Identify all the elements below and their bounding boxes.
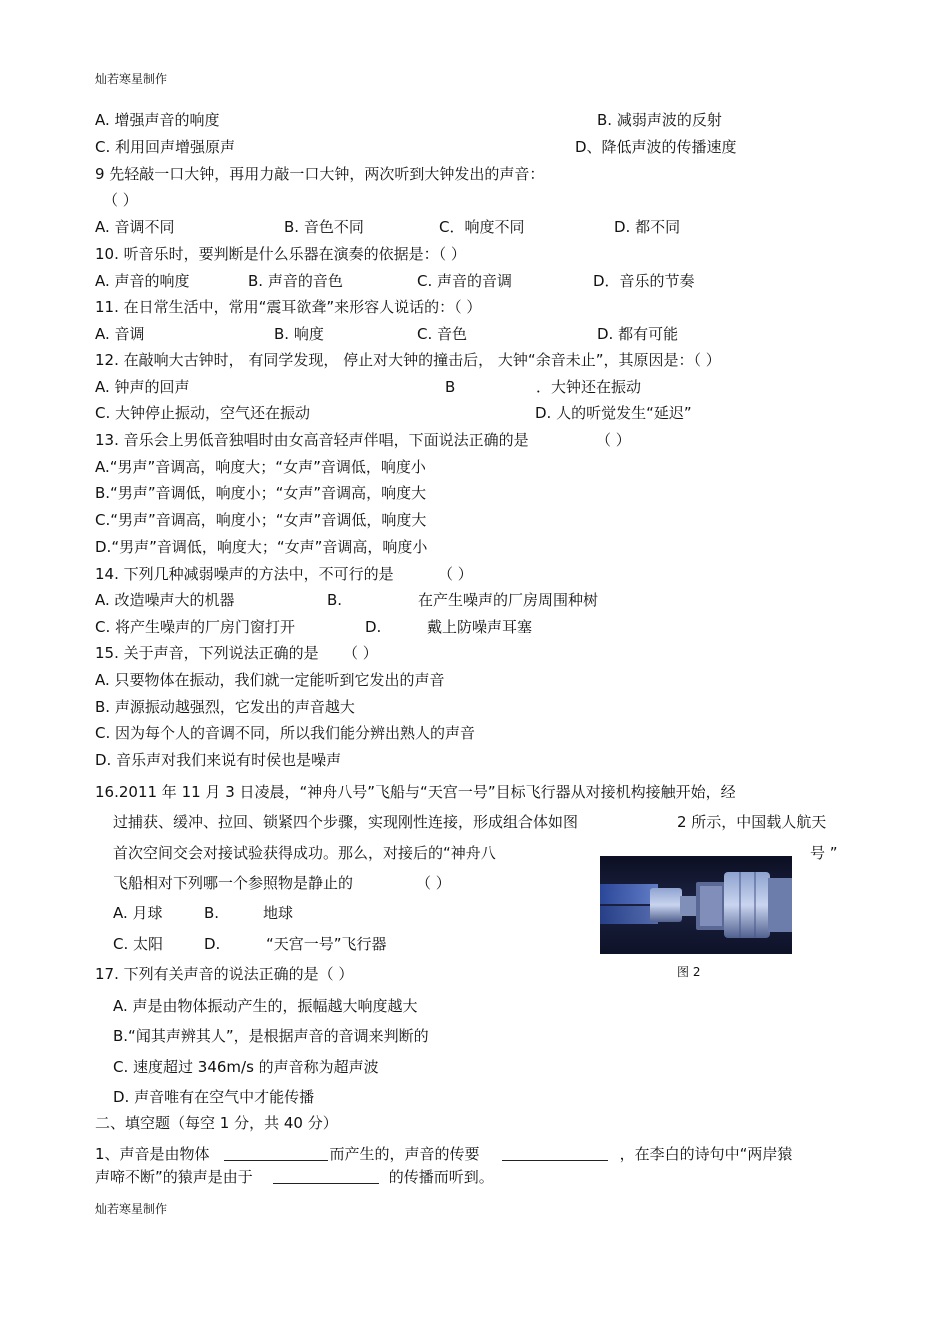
q12-option-c: C. 大钟停止振动，空气还在振动: [95, 404, 311, 422]
q14-answer-paren: （ ）: [438, 565, 473, 583]
q14-option-b-letter: B.: [327, 591, 343, 609]
answer-blank-1[interactable]: [224, 1146, 328, 1161]
q13-answer-paren: （ ）: [596, 431, 631, 449]
q11-stem: 11. 在日常生活中，常用“震耳欲聋”来形容人说话的：（ ）: [95, 298, 482, 316]
q13-stem: 13. 音乐会上男低音独唱时由女高音轻声伴唱，下面说法正确的是: [95, 431, 529, 449]
q16-option-b-letter: B.: [204, 904, 220, 922]
page-footer: 灿若寒星制作: [95, 1202, 168, 1216]
q10-option-d: D．音乐的节奏: [593, 272, 695, 290]
fill1-text-1: 1、声音是由物体: [95, 1145, 210, 1163]
q12-option-a: A. 钟声的回声: [95, 378, 190, 396]
fill1-text-3: ，在李白的诗句中“两岸猿: [619, 1145, 793, 1163]
q11-option-b: B. 响度: [274, 325, 324, 343]
q16-option-d-letter: D.: [204, 935, 221, 953]
q16-option-a: A. 月球: [113, 904, 163, 922]
q16-stem-line3b: 号 ”: [810, 844, 838, 862]
q8-option-c: C. 利用回声增强原声: [95, 138, 236, 156]
fill1-text-4: 声啼不断”的猿声是由于: [95, 1168, 253, 1186]
page-header: 灿若寒星制作: [95, 72, 168, 86]
section-title-fill-in: 二、填空题（每空 1 分，共 40 分）: [95, 1114, 338, 1132]
q8-option-d: D、降低声波的传播速度: [575, 138, 737, 156]
q15-stem: 15. 关于声音，下列说法正确的是: [95, 644, 319, 662]
q9-answer-paren: （ ）: [103, 191, 138, 209]
q16-stem-line1: 16.2011 年 11 月 3 日凌晨，“神舟八号”飞船与“天宫一号”目标飞行器从对接机构接触开始，经: [95, 783, 736, 801]
q16-stem-line3a: 首次空间交会对接试验获得成功。那么，对接后的“神舟八: [113, 844, 496, 862]
q12-option-d: D. 人的听觉发生“延迟”: [535, 404, 692, 422]
answer-blank-2[interactable]: [502, 1146, 608, 1161]
q17-option-d: D. 声音唯有在空气中才能传播: [113, 1088, 315, 1106]
q9-stem: 9 先轻敲一口大钟，再用力敲一口大钟，两次听到大钟发出的声音：: [95, 165, 545, 183]
fill1-line2: [95, 1169, 494, 1185]
q16-stem-line4: 飞船相对下列哪一个参照物是静止的: [113, 874, 354, 892]
q11-option-a: A. 音调: [95, 325, 145, 343]
q16-stem-line2b: 2 所示，中国载人航天: [677, 813, 827, 831]
q9-option-a: A. 音调不同: [95, 218, 175, 236]
q14-option-d: 戴上防噪声耳塞: [427, 618, 533, 636]
q15-option-d: D. 音乐声对我们来说有时侯也是噪声: [95, 751, 342, 769]
q14-option-a: A. 改造噪声大的机器: [95, 591, 235, 609]
q17-option-a: A. 声是由物体振动产生的，振幅越大响度越大: [113, 997, 418, 1015]
q11-option-c: C. 音色: [417, 325, 468, 343]
q12-stem: 12. 在敲响大古钟时， 有同学发现， 停止对大钟的撞击后， 大钟“余音未止”，其原因是：（ ）: [95, 351, 721, 369]
q11-option-d: D. 都有可能: [597, 325, 679, 343]
q13-option-b: B.“男声”音调低，响度小；“女声”音调高，响度大: [95, 484, 427, 502]
q13-option-c: C.“男声”音调高，响度小；“女声”音调低，响度大: [95, 511, 427, 529]
q12-option-b-letter: B: [445, 378, 456, 396]
fill1-line1: [95, 1146, 792, 1162]
q10-stem: 10. 听音乐时，要判断是什么乐器在演奏的依据是：（ ）: [95, 245, 466, 263]
q10-option-c: C. 声音的音调: [417, 272, 513, 290]
q10-option-a: A. 声音的响度: [95, 272, 190, 290]
fill1-text-5: 的传播而听到。: [388, 1168, 494, 1186]
q17-option-c: C. 速度超过 346m/s 的声音称为超声波: [113, 1058, 379, 1076]
q13-option-d: D.“男声”音调低，响度大；“女声”音调高，响度小: [95, 538, 428, 556]
q14-stem: 14. 下列几种减弱噪声的方法中，不可行的是: [95, 565, 394, 583]
q16-option-b: 地球: [263, 904, 294, 922]
q14-option-c: C. 将产生噪声的厂房门窗打开: [95, 618, 296, 636]
q14-option-b: 在产生噪声的厂房周围种树: [418, 591, 599, 609]
q15-option-b: B. 声源振动越强烈，它发出的声音越大: [95, 698, 355, 716]
fill1-text-2: 而产生的，声音的传要: [329, 1145, 480, 1163]
spacecraft-docking-figure: [600, 856, 792, 954]
answer-blank-3[interactable]: [273, 1169, 379, 1184]
q16-stem-line2a: 过捕获、缓冲、拉回、锁紧四个步骤，实现刚性连接，形成组合体如图: [113, 813, 579, 831]
q16-option-c: C. 太阳: [113, 935, 164, 953]
q17-option-b: B.“闻其声辨其人”，是根据声音的音调来判断的: [113, 1027, 429, 1045]
q8-option-b: B. 减弱声波的反射: [597, 111, 722, 129]
q13-option-a: A.“男声”音调高，响度大；“女声”音调低，响度小: [95, 458, 426, 476]
q14-option-d-letter: D.: [365, 618, 382, 636]
q15-answer-paren: （ ）: [343, 644, 378, 662]
q10-option-b: B. 声音的音色: [248, 272, 343, 290]
q15-option-c: C. 因为每个人的音调不同，所以我们能分辨出熟人的声音: [95, 724, 476, 742]
q16-option-d: “天宫一号”飞行器: [266, 935, 387, 953]
q12-option-b: ．大钟还在振动: [536, 378, 642, 396]
q9-option-d: D. 都不同: [614, 218, 681, 236]
q9-option-b: B. 音色不同: [284, 218, 364, 236]
figure-caption: 图 2: [677, 965, 701, 979]
q8-option-a: A. 增强声音的响度: [95, 111, 220, 129]
q17-stem: 17. 下列有关声音的说法正确的是（ ）: [95, 965, 354, 983]
q16-answer-paren: （ ）: [416, 874, 451, 892]
q15-option-a: A. 只要物体在振动，我们就一定能听到它发出的声音: [95, 671, 445, 689]
q9-option-c: C．响度不同: [439, 218, 525, 236]
